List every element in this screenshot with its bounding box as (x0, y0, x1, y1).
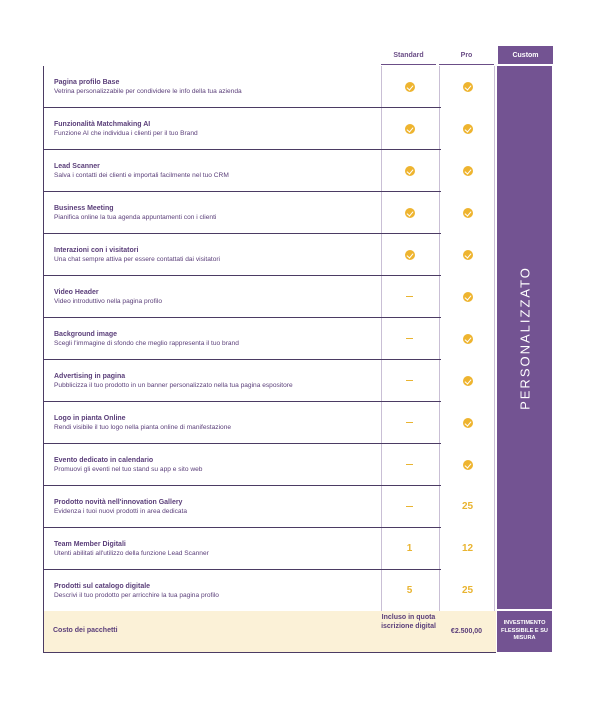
feature-description: Rendi visibile il tuo logo nella pianta online di manifestazione (54, 424, 232, 431)
check-icon (405, 250, 415, 260)
pro-value: 12 (461, 543, 474, 554)
feature-title: Pagina profilo Base (54, 79, 120, 86)
standard-cell (382, 318, 437, 359)
feature-title: Interazioni con i visitatori (54, 247, 139, 254)
plans-header (381, 46, 553, 65)
feature-description: Utenti abilitati all'utilizzo della funzione Lead Scanner (54, 550, 209, 557)
standard-value: 1 (406, 543, 413, 554)
pro-cell (440, 402, 495, 443)
check-icon (463, 82, 473, 92)
pro-cell (440, 276, 495, 317)
feature-description: Promuovi gli eventi nel tuo stand su app e sito web (54, 466, 203, 473)
check-icon (463, 292, 473, 302)
pricing-footer (43, 611, 553, 652)
feature-description: Funzione AI che individua i clienti per il tuo Brand (54, 130, 198, 137)
feature-title: Lead Scanner (54, 163, 100, 170)
standard-value: 5 (406, 585, 413, 596)
feature-description: Pubblicizza il tuo prodotto in un banner personalizzato nella tua pagina espositore (54, 382, 293, 389)
check-icon (405, 82, 415, 92)
table-row (44, 528, 474, 570)
table-row (44, 66, 441, 108)
feature-text (54, 582, 374, 600)
feature-text (54, 330, 374, 348)
feature-description: Scegli l'immagine di sfondo che meglio rappresenta il tuo brand (54, 340, 239, 347)
feature-title: Business Meeting (54, 205, 114, 212)
feature-title: Team Member Digitali (54, 541, 126, 548)
table-row (44, 150, 441, 192)
feature-title: Funzionalità Matchmaking AI (54, 121, 151, 128)
feature-text (54, 372, 374, 390)
pro-cell (440, 234, 495, 275)
check-icon (463, 250, 473, 260)
pro-cell (440, 192, 495, 233)
feature-description: Pianifica online la tua agenda appuntamenti con i clienti (54, 214, 217, 221)
pro-cell (440, 66, 495, 107)
pro-cell (440, 150, 495, 191)
standard-cell (382, 444, 437, 485)
custom-column-label: PERSONALIZZATO (517, 265, 532, 410)
check-icon (463, 208, 473, 218)
standard-cell (382, 234, 437, 275)
dash-icon (406, 464, 413, 466)
check-icon (405, 124, 415, 134)
table-row (44, 360, 441, 402)
feature-title: Evento dedicato in calendario (54, 457, 154, 464)
feature-title: Advertising in pagina (54, 373, 126, 380)
feature-text (54, 540, 374, 558)
standard-cell (382, 150, 437, 191)
feature-description: Vetrina personalizzabile per condividere le info della tua azienda (54, 88, 242, 95)
dash-icon (406, 338, 413, 340)
feature-text (54, 204, 374, 222)
footer-label: Costo dei pacchetti (53, 627, 118, 634)
standard-cell (382, 360, 437, 401)
pro-value: 25 (461, 585, 474, 596)
pro-cell (440, 318, 495, 359)
pro-cell (440, 444, 495, 485)
footer-standard-price: Incluso in quota iscrizione digital (381, 614, 436, 630)
feature-description: Una chat sempre attiva per essere contattati dai visitatori (54, 256, 221, 263)
header-custom: Custom (498, 46, 553, 65)
standard-cell (382, 66, 437, 107)
standard-cell (382, 402, 437, 443)
check-icon (463, 418, 473, 428)
check-icon (463, 166, 473, 176)
standard-cell (382, 108, 437, 149)
header-standard: Standard (381, 46, 436, 65)
check-icon (463, 376, 473, 386)
custom-column (497, 66, 552, 610)
pro-cell (440, 360, 495, 401)
feature-title: Logo in pianta Online (54, 415, 126, 422)
feature-text (54, 78, 374, 96)
check-icon (405, 166, 415, 176)
feature-text (54, 288, 374, 306)
check-icon (463, 460, 473, 470)
check-icon (463, 124, 473, 134)
feature-text (54, 414, 374, 432)
dash-icon (406, 296, 413, 298)
feature-title: Prodotti sul catalogo digitale (54, 583, 151, 590)
dash-icon (406, 422, 413, 424)
feature-title: Video Header (54, 289, 99, 296)
feature-title: Prodotto novità nell'innovation Gallery (54, 499, 183, 506)
feature-description: Evidenza i tuoi nuovi prodotti in area dedicata (54, 508, 188, 515)
features-table (43, 66, 474, 612)
standard-cell (382, 276, 437, 317)
feature-text (54, 456, 374, 474)
feature-description: Video introduttivo nella pagina profilo (54, 298, 163, 305)
footer-pro-price: €2.500,00 (450, 628, 483, 635)
check-icon (463, 334, 473, 344)
check-icon (405, 208, 415, 218)
standard-cell (382, 192, 437, 233)
table-row (44, 318, 441, 360)
feature-text (54, 120, 374, 138)
feature-text (54, 162, 374, 180)
pro-value: 25 (461, 501, 474, 512)
table-row (44, 276, 441, 318)
dash-icon (406, 380, 413, 382)
table-row (44, 486, 474, 528)
table-row (44, 234, 441, 276)
footer-custom-price: INVESTIMENTO FLESSIBILE E SU MISURA (497, 611, 552, 652)
feature-description: Descrivi il tuo prodotto per arricchire la tua pagina profilo (54, 592, 219, 599)
table-row (44, 402, 441, 444)
dash-icon (406, 506, 413, 508)
table-row (44, 444, 441, 486)
table-row (44, 192, 441, 234)
feature-text (54, 246, 374, 264)
feature-text (54, 498, 374, 516)
feature-title: Background image (54, 331, 118, 338)
table-row (44, 108, 441, 150)
pro-cell (440, 108, 495, 149)
feature-description: Salva i contatti dei clienti e importali facilmente nel tuo CRM (54, 172, 229, 179)
standard-cell (382, 486, 437, 527)
header-pro: Pro (439, 46, 494, 65)
table-row (44, 570, 474, 612)
